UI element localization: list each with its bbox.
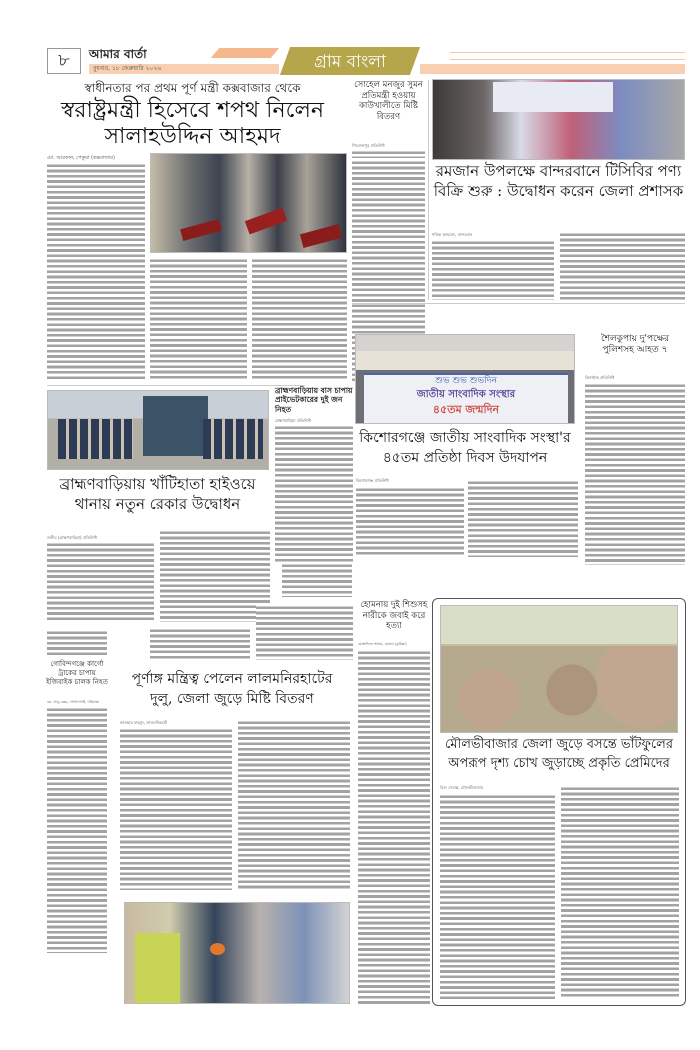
red-folder [300,224,342,248]
lead-body-col2 [150,258,247,380]
bus-accident-headline: ব্রাহ্মণবাড়িয়ায় বাস চাপায় প্রাইভেটকারের দুই জন নিহত [275,386,353,414]
wrecker-body-col4 [256,605,353,660]
police-group [203,419,263,459]
wrecker-body-continued [47,630,107,658]
column-divider [428,80,429,300]
oath-ceremony-photo [150,153,347,253]
wrecker-truck [143,396,208,456]
wrecker-body-col2 [160,530,270,622]
lead-headline-2: সালাহউদ্দিন আহমদ [104,124,281,149]
shailkupa-byline: ঝিনাইদহ প্রতিনিধি [585,375,615,380]
kaukhali-body [352,150,425,158]
newspaper-logo: আমার বার্তা [89,47,147,61]
journalist-headline-2: ৪৫তম প্রতিষ্ঠা দিবস উদযাপন [382,450,548,466]
journalist-body-col1 [356,487,464,557]
red-folder [245,208,287,235]
moulvibazar-headline-1: মৌলভীবাজার জেলা জুড়ে বসন্তে ভাঁটফুলের [445,737,673,752]
page-number: ৮ [47,48,81,74]
wrecker-byline: সজীব (ব্রাহ্মণবাড়িয়া) প্রতিনিধি [47,535,97,540]
issue-date: বুধবার, ১৮ ফেব্রুয়ারি ২০২৬ [93,65,162,72]
tcb-banner [493,82,613,112]
lalmonirhat-headline-2: দুলু, জেলা জুড়ে মিষ্টি বিতরণ [150,691,314,707]
journalist-banner-photo [355,334,575,424]
decorative-stripe [211,48,279,58]
moulvibazar-body-col1 [440,794,555,999]
journalist-headline-1: কিশোরগঞ্জে জাতীয় সাংবাদিক সংস্থা'র [359,430,571,446]
gobindaganj-body [47,707,107,953]
bus-accident-byline: ব্রাহ্মণবাড়িয়া প্রতিনিধি [275,418,311,423]
bhat-flower-photo [440,605,678,733]
gobindaganj-headline: গোবিন্দগঞ্জে কার্গো ট্রাকের চাপায় ইজিবাইক চালক নিহত [46,660,108,686]
lalmonirhat-headline-1: পূর্ণাঙ্গ মন্ত্রিত্ব পেলেন লালমনিরহাটের [131,671,333,687]
flower-bushes [441,646,678,733]
moulvibazar-headline-2: অপরূপ দৃশ্য চোখ জুড়াচ্ছে প্রকৃতি প্রেমিদের [448,756,670,771]
tcb-body-col1 [432,240,554,300]
wrecker-photo [47,390,269,470]
lalmonirhat-body-col2 [238,720,350,890]
tcb-headline-2: বিক্রি শুরু : উদ্বোধন করেন জেলা প্রশাসক [433,182,684,200]
shailkupa-headline: শৈলকুপায় দু'পক্ষের পুলিশসহ আহত ৭ [600,334,670,356]
tcb-headline-1: রমজান উপলক্ষে বান্দরবানে টিসিবির পণ্য [435,162,682,180]
wrecker-headline-2: থানায় নতুন রেকার উদ্বোধন [74,495,241,513]
homna-headline: হোমনায় দুই শিশুসহ নারীকে জবাই করে হত্যা [360,600,428,632]
homna-body [358,650,430,1005]
decorative-band [420,64,685,74]
decorative-rule [450,52,685,60]
tcb-sale-photo [432,79,685,160]
bus-accident-body [275,425,353,563]
shailkupa-body [585,383,685,565]
banner-line-3: ৪৫তম জন্মদিন [432,403,500,416]
homna-byline: মোস্তাফিজ আলম, হোমনা (কুমিল্লা) [358,642,407,646]
section-divider [47,385,305,386]
moulvibazar-byline: বিশু সেবাঙ্ক, মৌলভীবাজার [440,785,484,790]
red-folder [180,219,222,241]
anniversary-banner [364,373,568,424]
lead-kicker: স্বাধীনতার পর প্রথম পূর্ণ মন্ত্রী কক্সবাজার থেকে [84,81,301,95]
section-divider [352,303,685,304]
banner-line-2: জাতীয় সাংবাদিক সংস্থার [416,389,516,400]
banner-line-1: শুভ শুভ শুভদিন [435,376,497,386]
lalmonirhat-byline: কাওছার মাহমুদ, লালমনিরহাট [120,720,167,725]
lalmonirhat-body-col1 [120,728,232,890]
tcb-byline: শফিক আহমেদ, বান্দরবান [432,232,473,237]
lead-byline: মো. আরকান, পেকুয়া (কক্সবাজার) [47,155,116,161]
journalist-body-col2 [468,480,578,557]
sweets-box [210,943,225,955]
person-green-shirt [135,933,180,1004]
sweets-distribution-photo [124,902,350,1004]
police-group [58,419,133,459]
lead-body-col3 [252,258,347,380]
kaukhali-headline: সোহেল মনজুর সুমন প্রতিমন্ত্রী হওয়ায় কাউখালীতে মিষ্টি বিতরণ [354,80,423,122]
tcb-body-col2 [560,232,685,300]
wrecker-body-col1 [47,542,154,622]
gobindaganj-byline: মো. আবু বক্কর, গোবিন্দগঞ্জ, গাইবান্ধা [47,700,100,704]
wrecker-headline-1: ব্রাহ্মণবাড়িয়ায় খাঁটিহাতা হাইওয়ে [59,475,256,493]
lead-headline-1: স্বরাষ্ট্রমন্ত্রী হিসেবে শপথ নিলেন [61,98,324,123]
moulvibazar-body-col2 [561,786,679,999]
journalist-byline: কিশোরগঞ্জ প্রতিনিধি [356,478,389,483]
wrecker-body-col3 [150,628,250,660]
bus-accident-body-continued [282,563,352,597]
section-title: গ্রাম বাংলা [314,52,386,72]
lead-body-col1 [47,163,145,381]
kaukhali-byline: পিরোজপুর প্রতিনিধি [352,143,385,148]
